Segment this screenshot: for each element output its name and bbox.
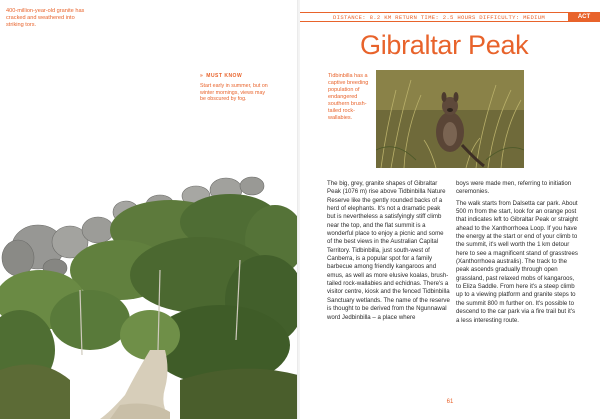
- body-paragraph: The walk starts from Dalsetta car park. About 500 m from the start, look for an orange post that indicates left to Gibraltar Peak or straight ahead to the Xanthorrhoea Loop. If you have the energy at the start or end of your climb to the summit, it's well worth the 1 km detour here to see a magnificent stand of grasstrees (Xanthorrhoea australis). The track to the peak ascends gradually through open grassland, past relaxed mobs of kangaroos, to Eliza Saddle. From here it's a steep climb up to a viewing platform and granite steps to the summit 800 m further on. It's possible to descend to the car park via a fire trail but it's a less interesting route.: [456, 199, 578, 324]
- must-know-text: Start early in summer, but on winter mornings, views may be obscured by fog.: [200, 83, 268, 103]
- page-title: Gibraltar Peak: [360, 30, 529, 60]
- region-tab: ACT: [568, 12, 600, 22]
- wallaby-caption: Tidbinbilla has a captive breeding population of endangered southern brush-tailed rock-wallabies.: [328, 73, 369, 121]
- info-bar-text: DISTANCE: 8.2 KM RETURN TIME: 2.5 HOURS DIFFICULTY: MEDIUM: [333, 13, 546, 21]
- body-column-1: [327, 180, 450, 325]
- body-paragraph: The big, grey, granite shapes of Gibraltar Peak (1076 m) rise above Tidbinbilla Nature Reserve like the gently rounded backs of a herd of elephants. It's not a dramatic peak but is nevertheless a satisfyingly stiff climb near the top, and the flat summit is a wonderful place to enjoy a picnic and some of the best views in the Australian Capital Territory. Tidbinbilla, just south-west of Canberra, is a popular spot for a family barbecue among friendly kangaroos and emus, as well as more elusive koalas, brush-tailed rock-wallabies and echidnas. There's a visitor centre, kiosk and the fenced Tidbinbilla Sanctuary wetlands. The name of the reserve is thought to be derived from the Ngunnawal word Jedbinbilla – a place where: [327, 180, 450, 321]
- body-paragraph: boys were made men, referring to initiation ceremonies.: [456, 180, 572, 196]
- double-chevron-icon: »: [200, 73, 204, 79]
- rock-wallaby-photo: [376, 70, 524, 168]
- must-know-heading: MUST KNOW: [206, 73, 243, 79]
- right-page: [300, 0, 600, 419]
- granite-tors-landscape-photo: [0, 150, 298, 419]
- must-know-box: [200, 73, 270, 103]
- must-know-heading-row: [200, 73, 270, 79]
- left-page: [0, 0, 298, 419]
- body-column-2: [456, 180, 579, 328]
- info-bar: [300, 12, 600, 22]
- page-number: 61: [446, 399, 454, 405]
- photo-caption: 400-million-year-old granite has cracked and weathered into striking tors.: [6, 8, 85, 28]
